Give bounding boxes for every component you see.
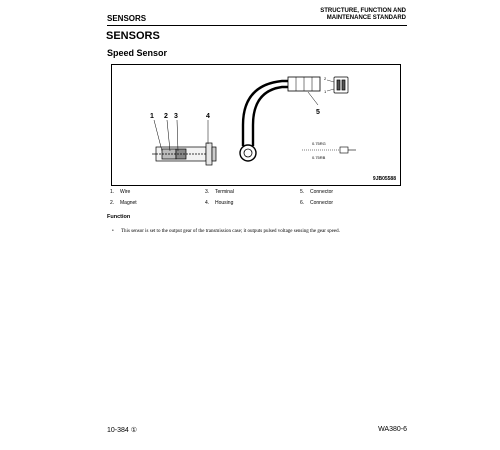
legend-num: 4.: [205, 200, 210, 206]
legend-item: [205, 189, 234, 195]
wire-detail: [302, 147, 356, 153]
header-chapter: [300, 8, 406, 22]
bullet-marker: •: [112, 229, 114, 234]
legend-label: Terminal: [215, 189, 234, 195]
speed-sensor-drawing: [112, 65, 400, 185]
connector-face-view: [327, 77, 348, 93]
callout-5: 5: [316, 109, 320, 116]
header-rule: [107, 25, 407, 26]
sensor-harness: [240, 77, 320, 161]
sensor-body: [152, 143, 216, 165]
wire-dimension-bottom: 0.75RB: [312, 155, 326, 160]
function-bullet: [112, 229, 340, 234]
header-chapter-line2: MAINTENANCE STANDARD: [326, 15, 406, 21]
legend-item: [205, 200, 233, 206]
function-heading: Function: [107, 214, 131, 220]
legend-label: Housing: [215, 200, 234, 206]
legend-label: Magnet: [120, 200, 137, 206]
connector-pin-1-label: 1: [324, 89, 327, 94]
connector-pin-2-label: 2: [324, 76, 327, 81]
legend-num: 3.: [205, 189, 210, 195]
callout-3: 3: [174, 113, 178, 120]
legend-num: 1.: [110, 189, 115, 195]
legend-item: [110, 200, 137, 206]
header-section: SENSORS: [107, 14, 147, 23]
legend-num: 6.: [300, 200, 305, 206]
legend-item: [300, 189, 333, 195]
speed-sensor-figure: [111, 64, 401, 186]
section-subtitle: Speed Sensor: [107, 48, 168, 58]
function-text: This sensor is set to the output gear of the transmission case; it outputs pulsed voltage sensing the gear speed.: [121, 229, 340, 234]
legend-label: Connector: [310, 189, 334, 195]
callout-5-leader: [308, 92, 318, 105]
wire-dimension-top: 0.75RG: [312, 141, 326, 146]
legend-label: Connector: [310, 200, 334, 206]
legend-item: [110, 189, 130, 195]
legend-label: Wire: [120, 189, 131, 195]
legend-num: 5.: [300, 189, 305, 195]
legend-num: 2.: [110, 200, 115, 206]
callout-2: 2: [164, 113, 168, 120]
callout-1: 1: [150, 113, 154, 120]
header-chapter-line1: STRUCTURE, FUNCTION AND: [320, 8, 406, 14]
page-title: SENSORS: [106, 30, 160, 42]
callout-leaders: [154, 120, 208, 151]
footer-page-number: 10-384 ①: [107, 427, 138, 434]
figure-code: 9JB05588: [372, 176, 396, 182]
callout-4: 4: [206, 113, 210, 120]
legend-item: [300, 200, 333, 206]
footer-model: WA380-6: [378, 426, 407, 433]
